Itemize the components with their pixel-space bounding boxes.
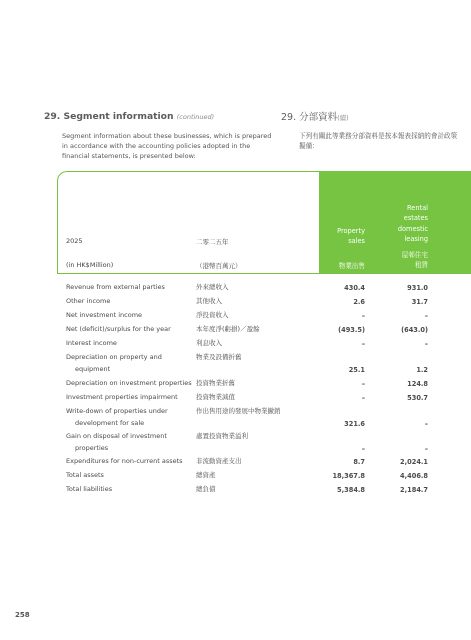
row-value-rental-leasing: 530.7 <box>407 394 428 402</box>
table-year-zh: 二零二五年 <box>196 238 229 246</box>
row-value-rental-leasing: 31.7 <box>411 298 428 306</box>
table-year-en: 2025 <box>66 237 83 245</box>
column-header-line-zh: 租賃 <box>414 261 428 270</box>
row-value-property-sales: – <box>361 380 365 388</box>
row-value-property-sales: 321.6 <box>344 420 365 428</box>
row-value-rental-leasing: 2,024.1 <box>400 458 428 466</box>
heading-title-zh: 29. 分部資料 <box>281 112 338 123</box>
row-value-property-sales: 2.6 <box>353 298 365 306</box>
row-label-en: Write-down of properties under <box>66 407 168 415</box>
row-label-en-continued: properties <box>75 444 109 452</box>
table-header-rule <box>57 273 471 274</box>
row-value-property-sales: 8.7 <box>353 458 365 466</box>
row-value-property-sales: – <box>361 445 365 453</box>
page-number: 258 <box>15 611 30 619</box>
row-value-rental-leasing: 4,406.8 <box>400 472 428 480</box>
row-label-zh: 處置投資物業溢利 <box>196 432 248 440</box>
table-unit-en: (in HK$Million) <box>66 261 114 269</box>
row-label-zh: 本年度淨(虧損)／盈餘 <box>196 325 260 333</box>
column-header-line: domestic <box>397 224 428 233</box>
column-header-line: Property <box>337 227 365 235</box>
row-label-en: Interest income <box>66 339 117 347</box>
row-label-zh: 其他收入 <box>196 297 222 305</box>
row-value-property-sales: (493.5) <box>338 326 365 334</box>
row-label-en: Total assets <box>66 471 104 479</box>
column-header-rental-leasing <box>398 203 428 244</box>
row-value-property-sales: 18,367.8 <box>332 472 365 480</box>
row-label-en: Other income <box>66 297 111 305</box>
row-label-en: Depreciation on investment properties <box>66 379 192 387</box>
row-value-rental-leasing: 2,184.7 <box>400 486 428 494</box>
column-header-line: Rental <box>407 204 428 212</box>
column-header-rental-leasing-zh <box>402 250 428 271</box>
column-header-property-sales <box>337 226 365 247</box>
row-label-zh: 外來總收入 <box>196 283 229 291</box>
row-value-property-sales: 25.1 <box>348 366 365 374</box>
row-label-zh: 總資產 <box>196 471 216 479</box>
row-label-en: Expenditures for non-current assets <box>66 457 183 465</box>
row-label-en: Total liabilities <box>66 485 113 493</box>
row-value-rental-leasing: – <box>424 312 428 320</box>
column-header-line: estates <box>403 214 428 223</box>
row-label-zh: 作出售用途的發展中物業撇銷 <box>196 407 281 415</box>
row-label-zh: 淨投資收入 <box>196 311 229 319</box>
row-label-en-continued: development for sale <box>75 419 145 427</box>
row-value-rental-leasing: (643.0) <box>401 326 428 334</box>
column-header-line: leasing <box>404 234 428 243</box>
row-value-rental-leasing: – <box>424 420 428 428</box>
row-label-zh: 利息收入 <box>196 339 222 347</box>
row-value-property-sales: – <box>361 340 365 348</box>
row-label-zh: 投資物業減值 <box>196 393 235 401</box>
row-value-rental-leasing: 124.8 <box>407 380 428 388</box>
row-value-property-sales: – <box>361 394 365 402</box>
row-value-rental-leasing: 1.2 <box>416 366 428 374</box>
row-label-zh: 總負債 <box>196 485 216 493</box>
row-label-en: Net investment income <box>66 311 143 319</box>
row-value-property-sales: – <box>361 312 365 320</box>
row-label-en: Investment properties impairment <box>66 393 178 401</box>
column-header-property-sales-zh: 物業出售 <box>338 262 365 270</box>
row-label-en: Net (deficit)/surplus for the year <box>66 325 171 333</box>
heading-title-en: 29. Segment information <box>44 111 174 122</box>
table-header-outline <box>57 171 347 274</box>
row-label-en: Revenue from external parties <box>66 283 165 291</box>
row-value-property-sales: 430.4 <box>344 284 365 292</box>
table-header-highlight <box>319 171 471 274</box>
heading-continued-zh: (續) <box>337 114 349 122</box>
heading-continued-en: (continued) <box>176 113 215 121</box>
section-heading-en <box>44 111 214 122</box>
section-heading-zh <box>281 109 349 123</box>
row-label-en: Gain on disposal of investment <box>66 432 167 440</box>
row-value-rental-leasing: – <box>424 445 428 453</box>
table-unit-zh: （港幣百萬元） <box>196 262 242 270</box>
column-header-line: sales <box>348 237 365 246</box>
column-header-line-zh: 屋邨住宅 <box>401 251 428 259</box>
row-label-zh: 投資物業折舊 <box>196 379 235 387</box>
intro-paragraph-en: Segment information about these businesses, which is prepared in accordance with the accounting policies adopted in the financial statements, is presented below: <box>62 132 272 161</box>
intro-paragraph-zh: 下列有關此等業務分部資料是按本報表採納的會計政策擬備： <box>299 132 458 151</box>
row-label-en-continued: equipment <box>75 365 111 373</box>
row-label-zh: 物業及設備折舊 <box>196 353 242 361</box>
row-label-zh: 非流動資產支出 <box>196 457 242 465</box>
row-label-en: Depreciation on property and <box>66 353 162 361</box>
row-value-property-sales: 5,384.8 <box>337 486 365 494</box>
row-value-rental-leasing: 931.0 <box>407 284 428 292</box>
row-value-rental-leasing: – <box>424 340 428 348</box>
